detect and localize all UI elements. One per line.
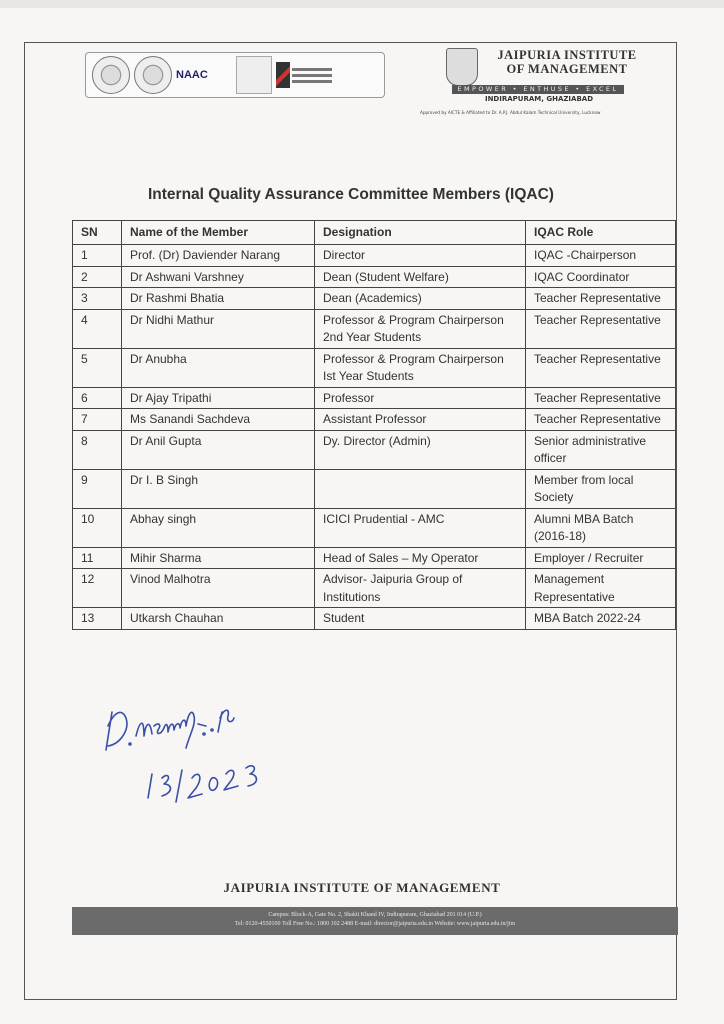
cell-role: Teacher Representative	[526, 348, 676, 387]
table-row	[73, 309, 676, 348]
cell-role: IQAC -Chairperson	[526, 245, 676, 267]
cell-role: Teacher Representative	[526, 288, 676, 310]
institute-city: INDIRAPURAM, GHAZIABAD	[484, 95, 594, 103]
cell-designation: Assistant Professor	[315, 409, 526, 431]
cell-sn: 5	[73, 348, 122, 387]
cell-name: Abhay singh	[122, 508, 315, 547]
cell-role: Alumni MBA Batch (2016-18)	[526, 508, 676, 547]
table-row	[73, 245, 676, 267]
cell-designation: Professor & Program Chairperson Ist Year Students	[315, 348, 526, 387]
cell-sn: 9	[73, 469, 122, 508]
header-name: Name of the Member	[122, 221, 315, 245]
cell-role: Teacher Representative	[526, 309, 676, 348]
cell-name: Prof. (Dr) Daviender Narang	[122, 245, 315, 267]
cell-designation: Director	[315, 245, 526, 267]
naac-text: NAAC	[176, 69, 208, 81]
cell-sn: 11	[73, 547, 122, 569]
cell-sn: 1	[73, 245, 122, 267]
cell-role: Member from local Society	[526, 469, 676, 508]
cell-sn: 7	[73, 409, 122, 431]
cell-name: Mihir Sharma	[122, 547, 315, 569]
footer-institute-name: JAIPURIA INSTITUTE OF MANAGEMENT	[223, 880, 501, 895]
iqac-members-table	[72, 220, 676, 630]
cell-designation: Dean (Student Welfare)	[315, 266, 526, 288]
iic-logo	[276, 58, 338, 92]
cell-name: Ms Sanandi Sachdeva	[122, 409, 315, 431]
table-row	[73, 430, 676, 469]
cell-designation: ICICI Prudential - AMC	[315, 508, 526, 547]
institute-name-line1: JAIPURIA INSTITUTE	[497, 48, 637, 62]
table-row	[73, 387, 676, 409]
university-seal-icon	[134, 56, 172, 94]
scan-top-strip	[0, 0, 724, 8]
cell-designation: Head of Sales – My Operator	[315, 547, 526, 569]
nirf-logo-icon	[236, 56, 272, 94]
cell-sn: 3	[73, 288, 122, 310]
iic-text-lines	[292, 65, 332, 86]
cell-role: Senior administrative officer	[526, 430, 676, 469]
cell-designation: Professor	[315, 387, 526, 409]
cell-role: Management Representative	[526, 569, 676, 608]
table-row	[73, 469, 676, 508]
cell-designation: Professor & Program Chairperson 2nd Year Students	[315, 309, 526, 348]
cell-name: Vinod Malhotra	[122, 569, 315, 608]
accreditation-logos	[85, 52, 385, 98]
header-sn: SN	[73, 221, 122, 245]
cell-designation: Advisor- Jaipuria Group of Institutions	[315, 569, 526, 608]
cell-designation: Student	[315, 608, 526, 630]
institute-crest-icon	[446, 48, 478, 86]
cell-role: Teacher Representative	[526, 387, 676, 409]
table-header-row	[73, 221, 676, 245]
cell-name: Utkarsh Chauhan	[122, 608, 315, 630]
institute-name-line2: OF MANAGEMENT	[506, 62, 628, 76]
cell-sn: 4	[73, 309, 122, 348]
table-row	[73, 266, 676, 288]
handwritten-signature	[100, 678, 320, 808]
naac-logo	[176, 69, 232, 81]
header-role: IQAC Role	[526, 221, 676, 245]
footer-address-line2: Tel: 0120-4550100 Toll Free No.: 1800 102 2488 E-mail: director@jaipuria.edu.in Website: www.jaipuria.edu.in/jim	[234, 921, 516, 927]
cell-designation	[315, 469, 526, 508]
cell-sn: 2	[73, 266, 122, 288]
cell-sn: 13	[73, 608, 122, 630]
table-row	[73, 547, 676, 569]
cell-name: Dr Ashwani Varshney	[122, 266, 315, 288]
cell-role: Teacher Representative	[526, 409, 676, 431]
cell-name: Dr Nidhi Mathur	[122, 309, 315, 348]
approval-note: Approved by AICTE & Affiliated to Dr. A.P.J. Abdul Kalam Technical University, Lucknow	[420, 110, 601, 115]
cell-name: Dr Ajay Tripathi	[122, 387, 315, 409]
table-row	[73, 409, 676, 431]
institute-name	[482, 48, 652, 76]
footer-address-line1: Campus: Block-A, Gate No. 2, Shakti Khand IV, Indirapuram, Ghaziabad 201 014 (U.P.)	[268, 912, 482, 918]
table-row	[73, 348, 676, 387]
table-row	[73, 508, 676, 547]
cell-role: IQAC Coordinator	[526, 266, 676, 288]
cell-designation: Dy. Director (Admin)	[315, 430, 526, 469]
institute-motto: EMPOWER • ENTHUSE • EXCEL	[452, 85, 624, 94]
cell-name: Dr Anubha	[122, 348, 315, 387]
table-row	[73, 288, 676, 310]
cell-name: Dr Anil Gupta	[122, 430, 315, 469]
cell-role: Employer / Recruiter	[526, 547, 676, 569]
cell-name: Dr Rashmi Bhatia	[122, 288, 315, 310]
cell-sn: 12	[73, 569, 122, 608]
header-designation: Designation	[315, 221, 526, 245]
cell-sn: 10	[73, 508, 122, 547]
cell-sn: 6	[73, 387, 122, 409]
cell-role: MBA Batch 2022-24	[526, 608, 676, 630]
table-row	[73, 608, 676, 630]
document-title: Internal Quality Assurance Committee Members (IQAC)	[148, 186, 554, 203]
iic-mark-icon	[276, 62, 290, 88]
cell-designation: Dean (Academics)	[315, 288, 526, 310]
cell-sn: 8	[73, 430, 122, 469]
footer-address-bar	[72, 907, 678, 935]
aicte-seal-icon	[92, 56, 130, 94]
cell-name: Dr I. B Singh	[122, 469, 315, 508]
table-row	[73, 569, 676, 608]
